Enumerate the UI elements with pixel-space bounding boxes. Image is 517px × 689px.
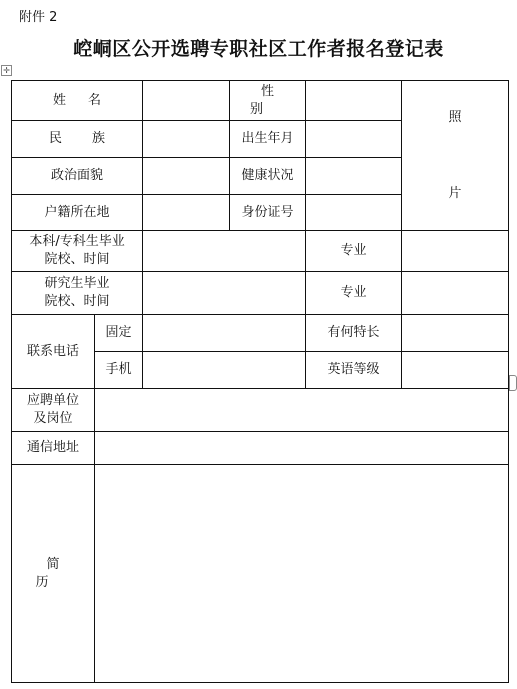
- grad-label-line2: 院校、时间: [44, 294, 110, 309]
- undergrad-label-line2: 院校、时间: [44, 252, 110, 267]
- table-row: [12, 315, 509, 352]
- health-label: 健康状况: [230, 158, 306, 195]
- ethnicity-field[interactable]: [143, 121, 230, 158]
- undergrad-major-label: 专业: [306, 231, 402, 272]
- grad-label: [12, 272, 143, 315]
- mobile-field[interactable]: [143, 352, 306, 389]
- position-label: [12, 389, 95, 432]
- undergrad-label-line1: 本科/专科生毕业: [29, 234, 125, 249]
- birth-field[interactable]: [306, 121, 402, 158]
- address-field[interactable]: [95, 432, 509, 465]
- photo-label-1: 照: [448, 109, 462, 125]
- position-label-line1: 应聘单位: [26, 393, 79, 408]
- gender-field[interactable]: [306, 81, 402, 121]
- table-resize-handle-icon[interactable]: [509, 375, 517, 391]
- grad-major-field[interactable]: [402, 272, 509, 315]
- undergrad-field[interactable]: [143, 231, 306, 272]
- health-field[interactable]: [306, 158, 402, 195]
- table-row: [12, 465, 509, 683]
- resume-label: 简历: [12, 465, 95, 683]
- resume-field[interactable]: [95, 465, 509, 683]
- mobile-label: 手机: [95, 352, 143, 389]
- landline-label: 固定: [95, 315, 143, 352]
- birth-label: 出生年月: [230, 121, 306, 158]
- table-row: [12, 432, 509, 465]
- address-label: 通信地址: [12, 432, 95, 465]
- attachment-label: 附件 2: [19, 10, 58, 25]
- specialty-label: 有何特长: [306, 315, 402, 352]
- grad-major-label: 专业: [306, 272, 402, 315]
- political-label: 政治面貌: [12, 158, 143, 195]
- position-field[interactable]: [95, 389, 509, 432]
- name-field[interactable]: [143, 81, 230, 121]
- photo-label-2: 片: [448, 185, 462, 201]
- table-row: [12, 272, 509, 315]
- grad-label-line1: 研究生毕业: [44, 276, 110, 291]
- landline-field[interactable]: [143, 315, 306, 352]
- registration-table: [11, 80, 509, 683]
- phone-label: 联系电话: [12, 315, 95, 389]
- undergrad-major-field[interactable]: [402, 231, 509, 272]
- form-title: 崆峒区公开选聘专职社区工作者报名登记表: [73, 38, 444, 60]
- household-label: 户籍所在地: [12, 195, 143, 231]
- table-row: [12, 81, 509, 121]
- household-field[interactable]: [143, 195, 230, 231]
- political-field[interactable]: [143, 158, 230, 195]
- id-number-label: 身份证号: [230, 195, 306, 231]
- table-row: [12, 231, 509, 272]
- gender-label: 性别: [230, 81, 306, 121]
- name-label: 姓名: [12, 81, 143, 121]
- specialty-field[interactable]: [402, 315, 509, 352]
- photo-area[interactable]: [402, 81, 509, 231]
- ethnicity-label: 民族: [12, 121, 143, 158]
- table-row: [12, 389, 509, 432]
- id-number-field[interactable]: [306, 195, 402, 231]
- table-move-handle-icon[interactable]: ✛: [1, 65, 12, 76]
- english-label: 英语等级: [306, 352, 402, 389]
- english-field[interactable]: [402, 352, 509, 389]
- grad-field[interactable]: [143, 272, 306, 315]
- undergrad-label: [12, 231, 143, 272]
- position-label-line2: 及岗位: [33, 411, 73, 426]
